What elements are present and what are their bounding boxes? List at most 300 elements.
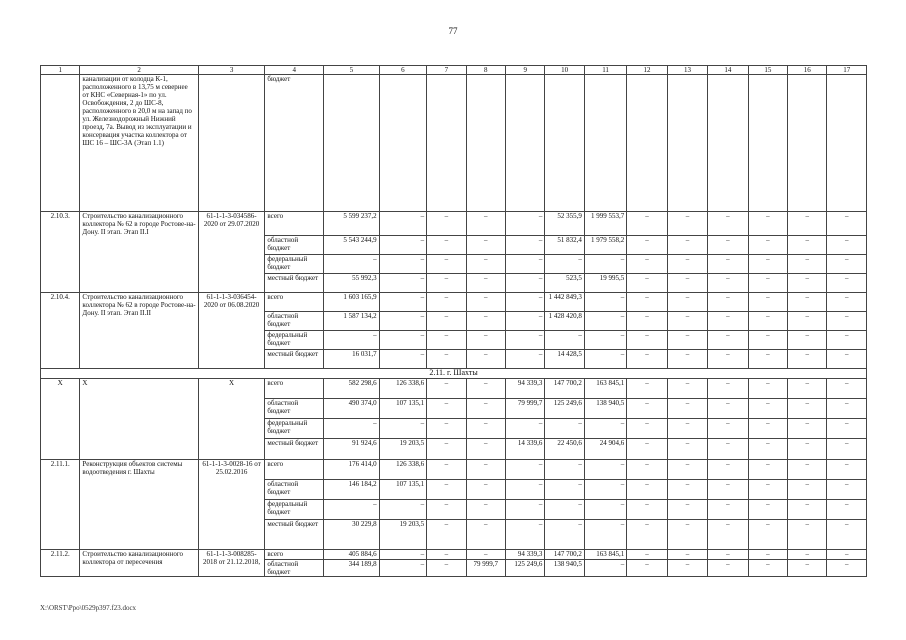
cell-col-6: 19 203,5 [379,439,427,460]
cell-col-8: – [466,255,505,274]
cell-col-8: – [466,480,505,500]
table-row [41,212,867,236]
table-row [41,75,867,212]
col-header: 2 [80,66,198,75]
cell-col-12: – [627,350,667,369]
col-header: 11 [584,66,626,75]
cell-col-13: – [667,350,707,369]
cell-col-2: канализации от колодца К-1, расположенного в 13,75 м севернее от КНС «Северная-1» по ул. Освобождения, 2 до ШС-8, расположенного в 20,0 м на запад по ул. Железнодорожный Нижний проезд, 7а. Вывод из эксплуатации и консервация участка коллектора от ШС 16 – ШС-3А (Этап 1.1) [80,75,198,212]
cell-col-13: – [667,293,707,312]
cell-col-14: – [708,331,748,350]
cell-col-7: – [427,520,466,550]
cell-col-13 [667,75,707,212]
cell-col-11: – [584,480,626,500]
cell-col-17: – [827,379,867,399]
cell-col-9: 94 339,3 [506,550,545,560]
cell-col-4: местный бюджет [265,520,324,550]
cell-col-7: – [427,399,466,419]
cell-col-12: – [627,379,667,399]
cell-col-10: – [545,331,584,350]
cell-col-17: – [827,480,867,500]
cell-col-14: – [708,399,748,419]
cell-col-12: – [627,312,667,331]
cell-col-9: – [506,419,545,439]
cell-col-12: – [627,255,667,274]
cell-col-6: – [379,550,427,560]
cell-col-17: – [827,293,867,312]
cell-col-17: – [827,560,867,577]
cell-col-9: – [506,331,545,350]
col-header: 3 [198,66,265,75]
cell-col-14: – [708,520,748,550]
cell-col-8 [466,75,505,212]
cell-col-8: – [466,460,505,480]
cell-col-4: бюджет [265,75,324,212]
cell-col-13: – [667,399,707,419]
cell-col-12: – [627,274,667,293]
cell-col-10: 125 249,6 [545,399,584,419]
cell-col-7: – [427,500,466,520]
col-header: 15 [748,66,787,75]
cell-col-16: – [788,255,827,274]
cell-col-5: 5 599 237,2 [324,212,380,236]
cell-col-10: 14 428,5 [545,350,584,369]
section-title: 2.11. г. Шахты [41,369,867,379]
cell-col-16: – [788,419,827,439]
cell-col-8: – [466,379,505,399]
cell-col-15: – [748,419,787,439]
cell-col-14: – [708,439,748,460]
cell-col-11: 163 845,1 [584,379,626,399]
cell-col-6: 107 135,1 [379,480,427,500]
cell-col-11: 163 845,1 [584,550,626,560]
cell-col-10 [545,75,584,212]
cell-col-5: 55 992,3 [324,274,380,293]
cell-col-10: 1 428 420,8 [545,312,584,331]
cell-col-8: – [466,399,505,419]
cell-col-8: – [466,293,505,312]
cell-col-17: – [827,212,867,236]
cell-col-2: Строительство канализационного коллектора № 62 в городе Ростове-на-Дону. II этап. Этап II.I [80,212,198,293]
cell-col-9 [506,75,545,212]
cell-col-11 [584,75,626,212]
cell-col-6: – [379,312,427,331]
cell-col-17: – [827,399,867,419]
cell-col-5: – [324,500,380,520]
cell-col-10: – [545,520,584,550]
header-row [41,66,867,75]
cell-col-16: – [788,274,827,293]
cell-col-5: 146 184,2 [324,480,380,500]
cell-col-13: – [667,274,707,293]
cell-col-17: – [827,500,867,520]
cell-col-4: областной бюджет [265,236,324,255]
cell-col-13: – [667,550,707,560]
cell-col-9: – [506,274,545,293]
cell-col-13: – [667,312,707,331]
cell-col-10: 147 700,2 [545,379,584,399]
cell-col-8: – [466,274,505,293]
cell-col-8: – [466,500,505,520]
cell-col-11: – [584,312,626,331]
cell-col-5: – [324,331,380,350]
cell-col-4: областной бюджет [265,312,324,331]
cell-col-1: 2.10.4. [41,293,80,369]
col-header: 13 [667,66,707,75]
cell-col-10: – [545,419,584,439]
cell-col-4: областной бюджет [265,399,324,419]
cell-col-16: – [788,439,827,460]
cell-col-7: – [427,550,466,560]
cell-col-16: – [788,331,827,350]
col-header: 14 [708,66,748,75]
cell-col-10: 1 442 849,3 [545,293,584,312]
cell-col-2: Х [80,379,198,460]
cell-col-3: 61-1-1-3-036454-2020 от 06.08.2020 [198,293,265,369]
cell-col-7: – [427,255,466,274]
cell-col-6: – [379,350,427,369]
cell-col-14: – [708,274,748,293]
cell-col-11: – [584,520,626,550]
cell-col-16: – [788,293,827,312]
cell-col-6: 126 338,6 [379,379,427,399]
cell-col-17: – [827,236,867,255]
budget-table [40,65,867,577]
cell-col-10: 51 832,4 [545,236,584,255]
cell-col-11: – [584,331,626,350]
cell-col-9: – [506,500,545,520]
cell-col-13: – [667,460,707,480]
cell-col-17 [827,75,867,212]
cell-col-5: 30 229,8 [324,520,380,550]
cell-col-16: – [788,350,827,369]
cell-col-15 [748,75,787,212]
cell-col-1: Х [41,379,80,460]
cell-col-9: – [506,212,545,236]
col-header: 12 [627,66,667,75]
cell-col-8: – [466,350,505,369]
cell-col-7: – [427,379,466,399]
cell-col-16: – [788,520,827,550]
cell-col-8: – [466,419,505,439]
cell-col-10: – [545,460,584,480]
cell-col-16: – [788,460,827,480]
cell-col-13: – [667,255,707,274]
col-header: 1 [41,66,80,75]
cell-col-10: 523,5 [545,274,584,293]
cell-col-4: всего [265,460,324,480]
cell-col-6: 107 135,1 [379,399,427,419]
cell-col-14: – [708,419,748,439]
table-row [41,293,867,312]
cell-col-9: – [506,236,545,255]
cell-col-6: – [379,419,427,439]
cell-col-5: 1 587 134,2 [324,312,380,331]
cell-col-15: – [748,312,787,331]
cell-col-13: – [667,480,707,500]
cell-col-12: – [627,500,667,520]
cell-col-16: – [788,550,827,560]
cell-col-14: – [708,560,748,577]
cell-col-12: – [627,480,667,500]
col-header: 6 [379,66,427,75]
cell-col-10: 147 700,2 [545,550,584,560]
cell-col-4: всего [265,293,324,312]
cell-col-17: – [827,520,867,550]
cell-col-3: 61-1-1-3-0028-16 от 25.02.2016 [198,460,265,550]
cell-col-16 [788,75,827,212]
cell-col-6 [379,75,427,212]
cell-col-15: – [748,236,787,255]
cell-col-8: – [466,520,505,550]
cell-col-10: – [545,500,584,520]
cell-col-5: 582 298,6 [324,379,380,399]
cell-col-13: – [667,520,707,550]
cell-col-3: Х [198,379,265,460]
cell-col-16: – [788,500,827,520]
table-row [41,550,867,560]
cell-col-7: – [427,236,466,255]
cell-col-14: – [708,255,748,274]
cell-col-6: 19 203,5 [379,520,427,550]
cell-col-6: – [379,236,427,255]
cell-col-4: местный бюджет [265,274,324,293]
cell-col-10: 138 940,5 [545,560,584,577]
cell-col-14: – [708,236,748,255]
col-header: 10 [545,66,584,75]
col-header: 7 [427,66,466,75]
cell-col-1 [41,75,80,212]
cell-col-15: – [748,274,787,293]
cell-col-11: – [584,460,626,480]
cell-col-15: – [748,520,787,550]
cell-col-7: – [427,312,466,331]
col-header: 16 [788,66,827,75]
cell-col-4: местный бюджет [265,439,324,460]
cell-col-12: – [627,550,667,560]
cell-col-14: – [708,480,748,500]
cell-col-5: – [324,255,380,274]
cell-col-9: – [506,312,545,331]
cell-col-8: – [466,439,505,460]
cell-col-11: – [584,350,626,369]
cell-col-5: 5 543 244,9 [324,236,380,255]
cell-col-15: – [748,480,787,500]
cell-col-13: – [667,212,707,236]
cell-col-10: 52 355,9 [545,212,584,236]
cell-col-1: 2.11.1. [41,460,80,550]
cell-col-3: 61-1-1-3-008285-2018 от 21.12.2018, [198,550,265,577]
cell-col-4: всего [265,379,324,399]
cell-col-5: 1 603 165,9 [324,293,380,312]
cell-col-14: – [708,500,748,520]
cell-col-15: – [748,255,787,274]
cell-col-5: 176 414,0 [324,460,380,480]
cell-col-11: 24 904,6 [584,439,626,460]
cell-col-12: – [627,293,667,312]
cell-col-14: – [708,550,748,560]
col-header: 4 [265,66,324,75]
table-row [41,460,867,480]
cell-col-15: – [748,331,787,350]
cell-col-7: – [427,480,466,500]
col-header: 5 [324,66,380,75]
cell-col-5: 490 374,0 [324,399,380,419]
cell-col-4: областной бюджет [265,560,324,577]
cell-col-9: – [506,255,545,274]
cell-col-12: – [627,212,667,236]
cell-col-5: – [324,419,380,439]
cell-col-13: – [667,419,707,439]
cell-col-16: – [788,379,827,399]
cell-col-4: всего [265,212,324,236]
cell-col-4: федеральный бюджет [265,255,324,274]
cell-col-14: – [708,293,748,312]
cell-col-7 [427,75,466,212]
cell-col-11: – [584,560,626,577]
cell-col-6: 126 338,6 [379,460,427,480]
cell-col-13: – [667,500,707,520]
cell-col-9: – [506,293,545,312]
cell-col-8: – [466,550,505,560]
cell-col-15: – [748,439,787,460]
cell-col-7: – [427,331,466,350]
cell-col-12 [627,75,667,212]
cell-col-3 [198,75,265,212]
cell-col-6: – [379,212,427,236]
cell-col-16: – [788,560,827,577]
cell-col-17: – [827,550,867,560]
cell-col-11: – [584,293,626,312]
cell-col-14: – [708,350,748,369]
cell-col-6: – [379,274,427,293]
cell-col-10: 22 450,6 [545,439,584,460]
cell-col-1: 2.11.2. [41,550,80,577]
cell-col-4: областной бюджет [265,480,324,500]
cell-col-17: – [827,419,867,439]
cell-col-15: – [748,500,787,520]
cell-col-13: – [667,379,707,399]
cell-col-6: – [379,560,427,577]
cell-col-4: всего [265,550,324,560]
cell-col-6: – [379,500,427,520]
cell-col-12: – [627,331,667,350]
cell-col-17: – [827,331,867,350]
cell-col-14 [708,75,748,212]
cell-col-9: 94 339,3 [506,379,545,399]
cell-col-7: – [427,460,466,480]
cell-col-11: 1 979 558,2 [584,236,626,255]
cell-col-11: 19 995,5 [584,274,626,293]
cell-col-14: – [708,379,748,399]
cell-col-2: Реконструкция объектов системы водоотведения г. Шахты [80,460,198,550]
cell-col-12: – [627,560,667,577]
cell-col-5: 405 884,6 [324,550,380,560]
cell-col-10: – [545,480,584,500]
cell-col-2: Строительство канализационного коллектора № 62 в городе Ростове-на-Дону. II этап. Этап II.II [80,293,198,369]
cell-col-14: – [708,312,748,331]
cell-col-5 [324,75,380,212]
cell-col-3: 61-1-1-3-034586-2020 от 29.07.2020 [198,212,265,293]
cell-col-17: – [827,460,867,480]
cell-col-16: – [788,480,827,500]
section-row [41,369,867,379]
cell-col-15: – [748,460,787,480]
cell-col-4: федеральный бюджет [265,500,324,520]
cell-col-7: – [427,212,466,236]
cell-col-7: – [427,293,466,312]
cell-col-15: – [748,560,787,577]
cell-col-8: 79 999,7 [466,560,505,577]
cell-col-17: – [827,439,867,460]
cell-col-17: – [827,255,867,274]
cell-col-2: Строительство канализационного коллектора от пересечения [80,550,198,577]
cell-col-9: – [506,520,545,550]
cell-col-7: – [427,439,466,460]
cell-col-4: местный бюджет [265,350,324,369]
cell-col-13: – [667,439,707,460]
cell-col-15: – [748,350,787,369]
cell-col-9: 79 999,7 [506,399,545,419]
cell-col-8: – [466,331,505,350]
cell-col-16: – [788,236,827,255]
cell-col-5: 344 189,8 [324,560,380,577]
cell-col-7: – [427,419,466,439]
page-number: 77 [448,26,458,36]
cell-col-12: – [627,520,667,550]
col-header: 17 [827,66,867,75]
cell-col-9: – [506,460,545,480]
cell-col-11: 1 999 553,7 [584,212,626,236]
cell-col-6: – [379,255,427,274]
cell-col-15: – [748,550,787,560]
cell-col-4: федеральный бюджет [265,331,324,350]
col-header: 9 [506,66,545,75]
cell-col-6: – [379,331,427,350]
cell-col-14: – [708,212,748,236]
cell-col-12: – [627,460,667,480]
cell-col-12: – [627,439,667,460]
cell-col-1: 2.10.3. [41,212,80,293]
cell-col-12: – [627,236,667,255]
cell-col-8: – [466,312,505,331]
cell-col-9: – [506,350,545,369]
cell-col-13: – [667,331,707,350]
cell-col-15: – [748,212,787,236]
cell-col-11: – [584,500,626,520]
cell-col-16: – [788,312,827,331]
cell-col-15: – [748,399,787,419]
cell-col-12: – [627,399,667,419]
file-path-footer: X:\ORST\Ppo\0529p397.f23.docx [40,604,137,612]
cell-col-7: – [427,274,466,293]
cell-col-16: – [788,399,827,419]
cell-col-5: 91 924,6 [324,439,380,460]
table-row [41,379,867,399]
cell-col-9: – [506,480,545,500]
cell-col-9: 125 249,6 [506,560,545,577]
cell-col-12: – [627,419,667,439]
cell-col-13: – [667,560,707,577]
cell-col-6: – [379,293,427,312]
cell-col-9: 14 339,6 [506,439,545,460]
cell-col-15: – [748,293,787,312]
cell-col-7: – [427,350,466,369]
cell-col-17: – [827,312,867,331]
cell-col-11: 138 940,5 [584,399,626,419]
cell-col-8: – [466,212,505,236]
cell-col-17: – [827,350,867,369]
